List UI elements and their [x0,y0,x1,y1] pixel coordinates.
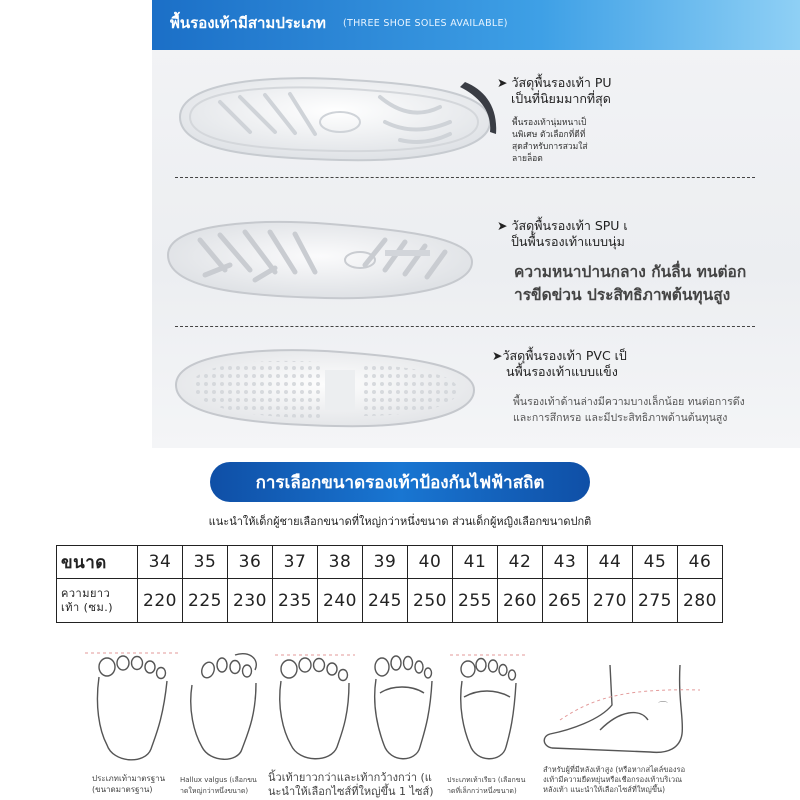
pu-heading-line-2: เป็นที่นิยมมากที่สุด [511,91,611,106]
wide-caption-line-2: นะนำให้เลือกไซส์ที่ใหญ่ขึ้น 1 ไซส์) [268,785,434,798]
length-row-header [57,579,138,623]
length-cell: 270 [588,579,633,623]
size-cell: 45 [633,546,678,579]
length-row [57,579,723,623]
hallux-caption-line-2: าดใหญ่กว่าหนึ่งขนาด) [180,787,249,795]
sole-types-subtitle: (THREE SHOE SOLES AVAILABLE) [343,18,508,29]
length-label-line-1: ความยาว [61,586,111,600]
pvc-detail-line-1: พื้นรองเท้าด้านล่างมีความบางเล็กน้อย ทนต่อการดึง [513,396,745,408]
instep-caption-line-1: สำหรับผู้ที่มีหลังเท้าสูง (หรือหากสไตล์ของรอ [543,765,686,774]
size-cell: 44 [588,546,633,579]
spu-sole-heading [497,218,628,250]
narrow-foot-icon [362,645,442,770]
standard-foot-caption [92,773,165,795]
spu-heading-line-1: ➤ วัสดุพื้นรองเท้า SPU เ [497,218,628,233]
size-row [57,546,723,579]
length-cell: 265 [543,579,588,623]
size-cell: 39 [363,546,408,579]
wide-foot-caption [268,771,434,799]
spu-heading-line-2: ป็นพื้นรองเท้าแบบนุ่ม [511,234,625,249]
length-cell: 225 [183,579,228,623]
standard-caption-line-1: ประเภทเท้ามาตรฐาน [92,774,166,783]
size-cell: 38 [318,546,363,579]
hallux-foot-caption [180,775,257,797]
size-selection-note: แนะนำให้เด็กผู้ชายเลือกขนาดที่ใหญ่กว่าหนึ่งขนาด ส่วนเด็กผู้หญิงเลือกขนาดปกติ [208,515,592,528]
spu-sole-detail [514,261,746,307]
pu-heading-line-1: ➤ วัสดุพื้นรองเท้า PU [497,75,612,90]
hallux-valgus-foot-icon [180,645,270,770]
wide-caption-line-1: นิ้วเท้ายาวกว่าและเท้ากว้างกว่า (แ [268,771,432,784]
length-cell: 245 [363,579,408,623]
size-cell: 36 [228,546,273,579]
pvc-sole-heading [492,348,627,380]
standard-foot-icon [85,645,180,770]
length-cell: 230 [228,579,273,623]
size-table [56,545,723,623]
pvc-sole-detail [513,394,745,426]
slender-foot-icon [450,645,525,770]
size-label: ขนาด [61,552,107,573]
pvc-heading-line-1: ➤วัสดุพื้นรองเท้า PVC เป็ [492,348,627,363]
instep-caption-line-2: งเท้ามีความยืดหยุ่นหรือเชือกรองเท้าบริเวณ [543,775,683,784]
standard-caption-line-2: (ขนาดมาตรฐาน) [92,785,153,794]
size-row-header [57,546,138,579]
high-instep-caption [543,765,685,795]
pvc-sole-image [170,340,480,435]
pu-detail-line-3: สุดสำหรับการสวมใส่ [512,142,588,152]
length-cell: 235 [273,579,318,623]
narrow-foot-caption [447,775,525,797]
size-cell: 42 [498,546,543,579]
pu-sole-detail [512,117,602,165]
hallux-caption-line-1: Hallux valgus (เลือกขน [180,776,257,784]
size-cell: 35 [183,546,228,579]
sole-types-title: พื้นรองเท้ามีสามประเภท [170,14,326,32]
size-cell: 46 [678,546,723,579]
narrow-caption-line-2: าดที่เล็กกว่าหนึ่งขนาด) [447,787,517,795]
pu-detail-line-1: พื้นรองเท้านุ่มหนาเป็ [512,118,587,128]
pu-sole-image [160,62,500,172]
size-cell: 37 [273,546,318,579]
size-selection-title: การเลือกขนาดรองเท้าป้องกันไฟฟ้าสถิต [210,462,590,502]
spu-detail-line-1: ความหนาปานกลาง กันลื่น ทนต่อก [514,263,747,281]
high-instep-foot-icon [540,660,710,770]
instep-caption-line-3: หลังเท้า แนะนำให้เลือกไซส์ที่ใหญ่ขึ้น) [543,785,666,794]
length-cell: 280 [678,579,723,623]
divider-2 [175,326,755,327]
size-cell: 41 [453,546,498,579]
spu-detail-line-2: ารขีดข่วน ประสิทธิภาพต้นทุนสูง [514,286,731,304]
spu-sole-image [160,210,480,310]
size-cell: 43 [543,546,588,579]
pu-detail-line-4: ลายล็อต [512,154,543,164]
length-cell: 255 [453,579,498,623]
pu-detail-line-2: นพิเศษ ตัวเลือกที่ดีที่ [512,130,586,140]
divider-1 [175,177,755,178]
length-cell: 260 [498,579,543,623]
length-cell: 250 [408,579,453,623]
narrow-caption-line-1: ประเภทเท้าเรียว (เลือกขน [447,776,526,784]
svg-text:⌒: ⌒ [658,702,668,713]
pu-sole-heading [497,75,612,107]
length-label-line-2: เท้า (ซม.) [61,600,113,614]
pvc-detail-line-2: และการสึกหรอ และมีประสิทธิภาพด้านต้นทุนสูง [513,412,728,424]
pvc-heading-line-2: นพื้นรองเท้าแบบแข็ง [506,364,618,379]
wide-foot-icon [275,645,355,770]
size-cell: 40 [408,546,453,579]
size-cell: 34 [138,546,183,579]
length-cell: 240 [318,579,363,623]
length-cell: 220 [138,579,183,623]
length-cell: 275 [633,579,678,623]
